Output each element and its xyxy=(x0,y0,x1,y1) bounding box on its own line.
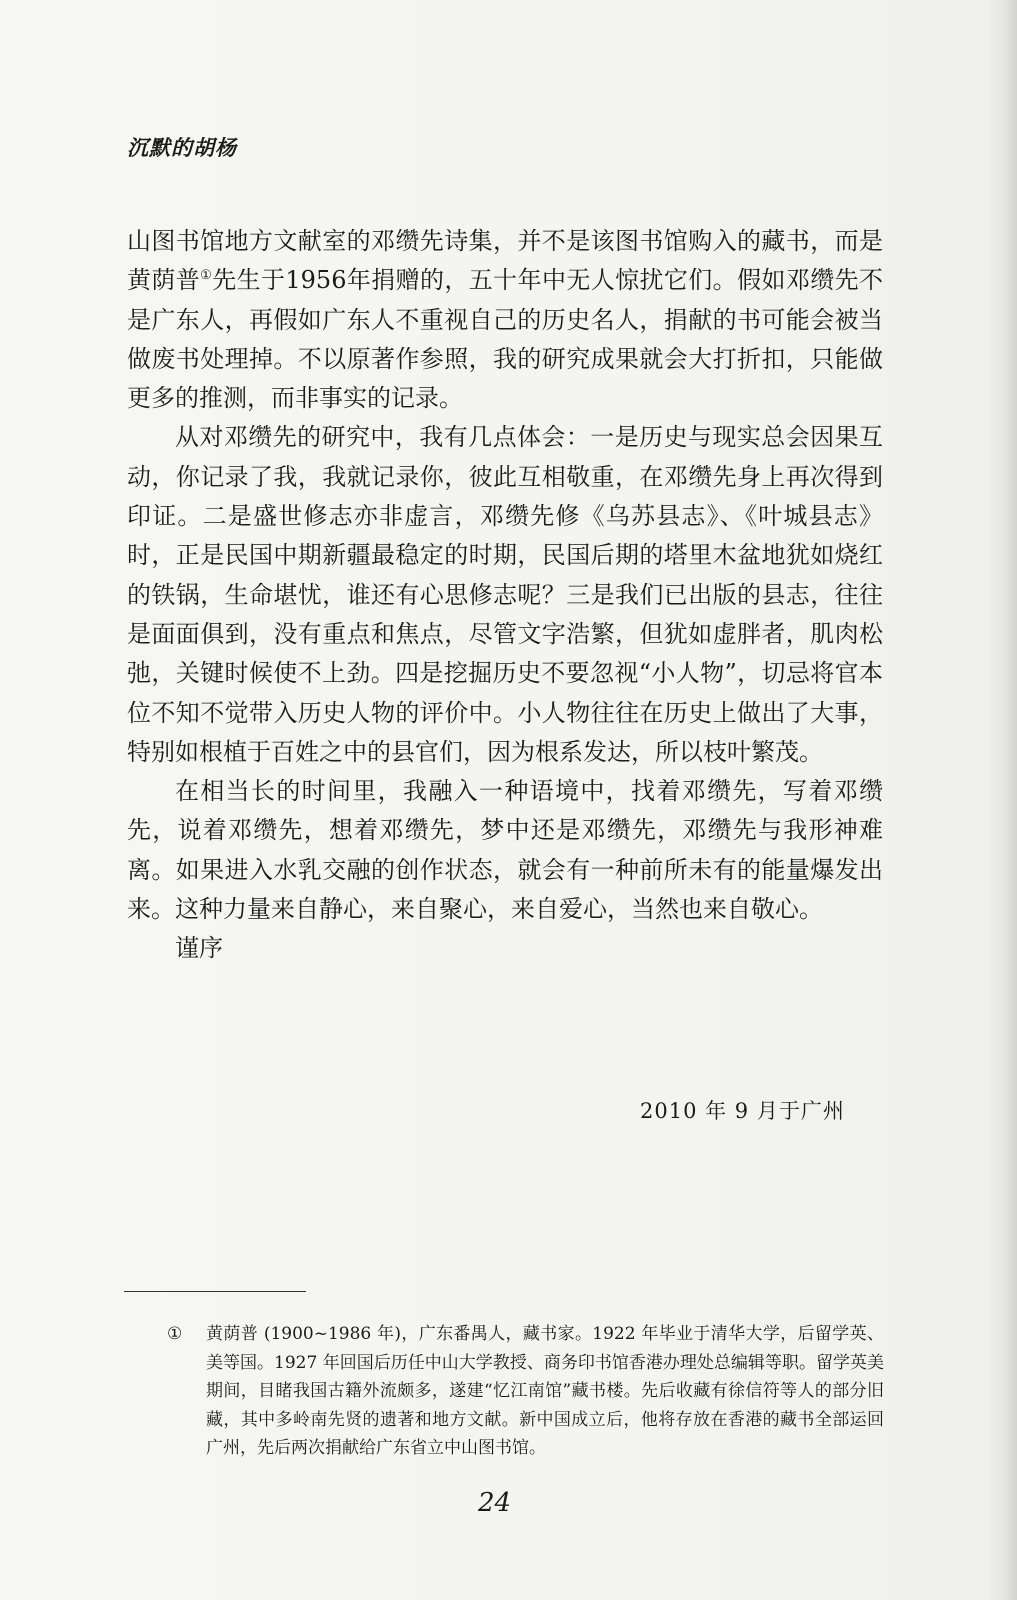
paragraph-3: 在相当长的时间里，我融入一种语境中，找着邓缵先，写着邓缵先，说着邓缵先，想着邓缵先，梦中还是邓缵先，邓缵先与我形神难离。如果进入水乳交融的创作状态，就会有一种前所未有的能量爆发出来。这种力量来自静心，来自聚心，来自爱心，当然也来自敬心。 xyxy=(127,777,883,924)
paragraph-2: 从对邓缵先的研究中，我有几点体会：一是历史与现实总会因果互动，你记录了我，我就记录你，彼此互相敬重，在邓缵先身上再次得到印证。二是盛世修志亦非虚言，邓缵先修《乌苏县志》、《叶城县志》时，正是民国中期新疆最稳定的时期，民国后期的塔里木盆地犹如烧红的铁锅，生命堪忧，谁还有心思修志呢？三是我们已出版的县志，往往是面面俱到，没有重点和焦点，尽管文字浩繁，但犹如虚胖者，肌肉松弛，关键时候使不上劲。四是挖掘历史不要忽视“小人物”，切忌将官本位不知不觉带入历史人物的评价中。小人物往往在历史上做出了大事，特别如根植于百姓之中的县官们，因为根系发达，所以枝叶繁茂。 xyxy=(127,423,883,766)
running-head: 沉默的胡杨 xyxy=(127,136,237,160)
footnote-ref-name: 黄荫普 xyxy=(127,266,201,295)
paragraph-continued xyxy=(127,222,883,418)
footnote xyxy=(167,1320,884,1463)
footnote-mark: ① xyxy=(167,1324,183,1344)
closing-sign: 谨序 xyxy=(175,934,223,963)
paragraph-1-cont: 先生于1956年捐赠的，五十年中无人惊扰它们。假如邓缵先不是广东人，再假如广东人不重视自己的历史名人，捐献的书可能会被当做废书处理掉。不以原著作参照，我的研究成果就会大打折扣，只能做更多的推测，而非事实的记录。 xyxy=(127,266,884,413)
body-text xyxy=(127,222,883,969)
footnote-reference-mark[interactable]: ① xyxy=(200,268,213,284)
footnote-divider xyxy=(124,1291,306,1292)
page-edge-shadow xyxy=(989,0,1017,1600)
page-number: 24 xyxy=(478,1488,512,1518)
paragraph-1-text: 山图书馆地方文献室的邓缵先诗集，并不是该图书馆购入的藏书，而是 xyxy=(127,227,883,255)
dateline: 2010 年 9 月于广州 xyxy=(640,1099,845,1123)
footnote-text: 黄荫普 (1900~1986 年)，广东番禺人，藏书家。1922 年毕业于清华大学，后留学英、美等国。1927 年回国后历任中山大学教授、商务印书馆香港办理处总编辑等职。留学英美期间，目睹我国古籍外流颇多，遂建“忆江南馆”藏书楼。先后收藏有徐信符等人的部分旧藏，其中多岭南先贤的遗著和地方文献。新中国成立后，他将存放在香港的藏书全部运回广州，先后两次捐献给广东省立中山图书馆。 xyxy=(206,1324,884,1458)
